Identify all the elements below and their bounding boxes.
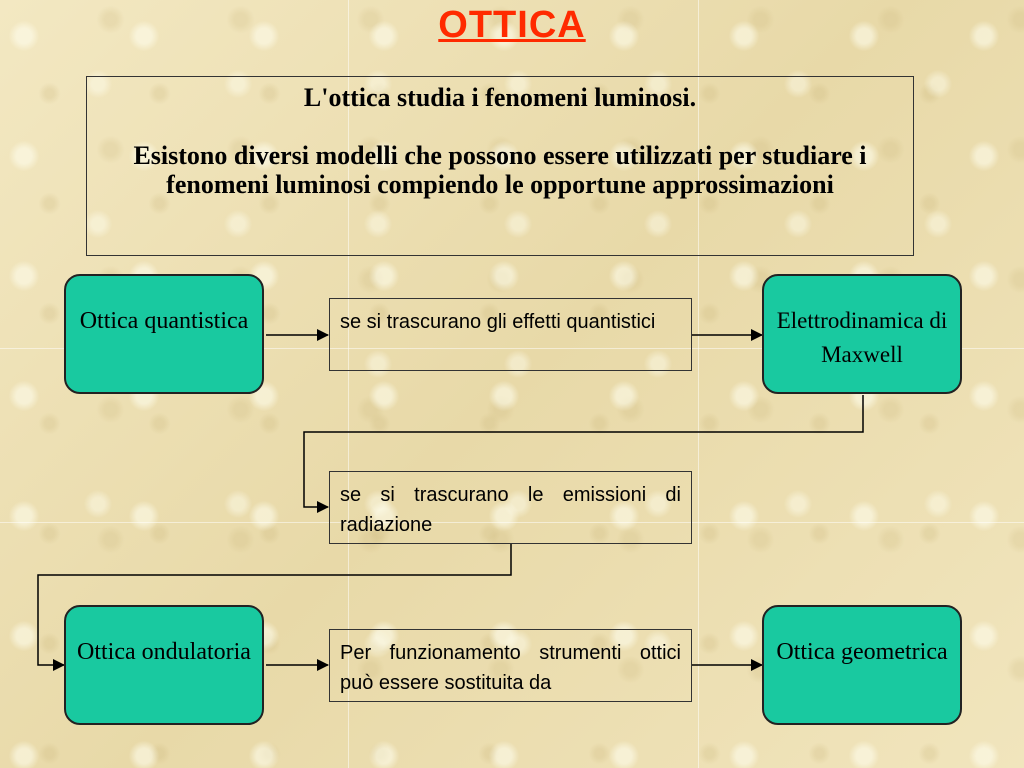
node-elettrodinamica-maxwell: Elettrodinamica di Maxwell (762, 274, 962, 394)
node-ottica-quantistica: Ottica quantistica (64, 274, 264, 394)
node-ottica-geometrica: Ottica geometrica (762, 605, 962, 725)
condition-box-3: Per funzionamento strumenti ottici può essere sostituita da (329, 629, 692, 702)
intro-line-2: Esistono diversi modelli che possono essere utilizzati per studiare i fenomeni luminosi compiendo le opportune approssimazioni (133, 141, 867, 199)
intro-line-1: L'ottica studia i fenomeni luminosi. (303, 83, 697, 112)
node-ottica-ondulatoria: Ottica ondulatoria (64, 605, 264, 725)
condition-box-1: se si trascurano gli effetti quantistici (329, 298, 692, 371)
page-title: OTTICA (438, 4, 586, 46)
condition-box-2: se si trascurano le emissioni di radiazione (329, 471, 692, 544)
